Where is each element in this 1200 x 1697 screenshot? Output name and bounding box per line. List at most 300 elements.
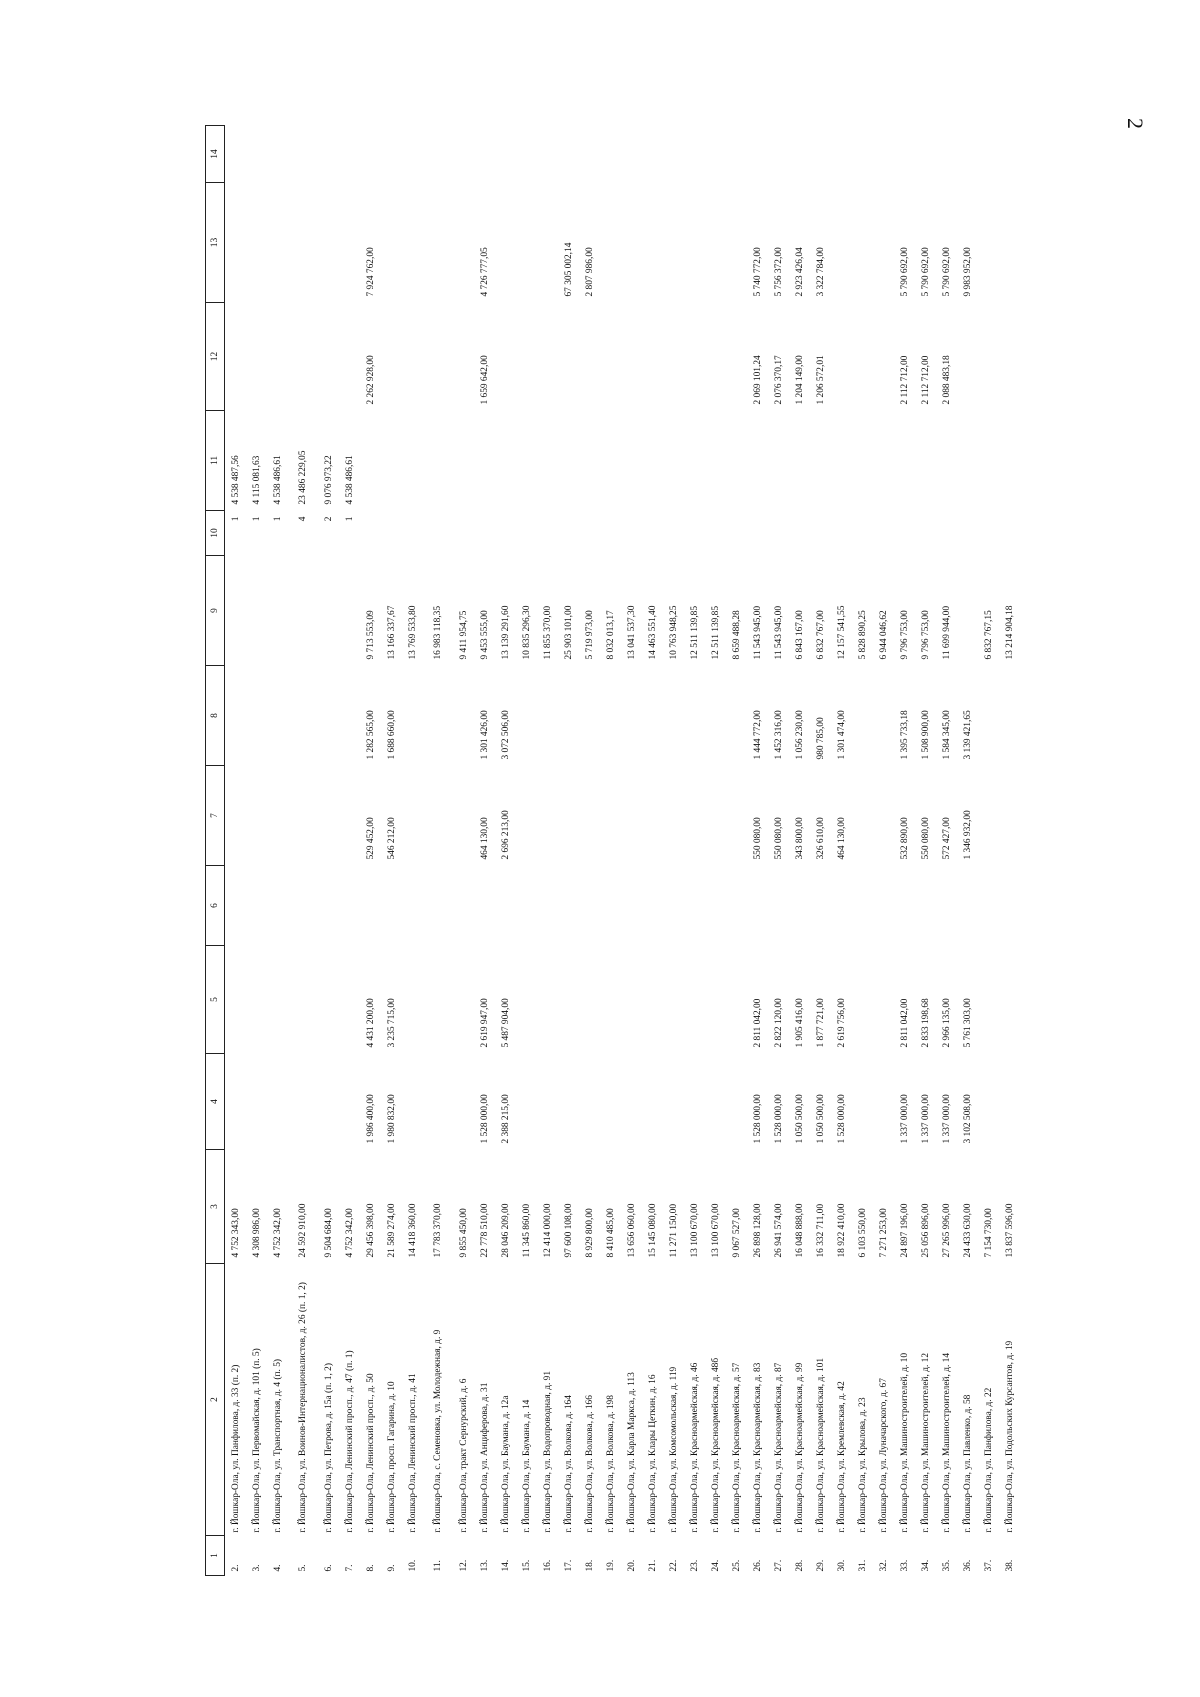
- value-cell: [873, 766, 894, 866]
- value-cell: 529 452,00: [365, 817, 376, 860]
- value-cell: [915, 511, 936, 556]
- value-cell: [288, 666, 318, 766]
- address-cell: г. Йошкар-Ола, ул. Машиностроителей, д. 10: [899, 1352, 910, 1533]
- address-cell: г. Йошкар-Ола, ул. Кремлевская, д. 42: [836, 1381, 847, 1533]
- address-cell: г. Йошкар-Ола, ул. Волкова, д. 164: [563, 1395, 574, 1533]
- value-cell: [621, 666, 642, 766]
- value-cell: [726, 946, 747, 1054]
- value-cell: [642, 1054, 663, 1150]
- value-cell: [537, 303, 558, 411]
- value-cell: [831, 126, 852, 183]
- row-number: 12.: [458, 1559, 469, 1572]
- value-cell: [600, 1054, 621, 1150]
- value-cell: 10 835 296,30: [521, 605, 532, 660]
- value-cell: [339, 666, 360, 766]
- value-cell: [768, 126, 789, 183]
- row-number: 4.: [272, 1564, 283, 1572]
- value-cell: [288, 866, 318, 946]
- table-row: [402, 126, 423, 1576]
- value-cell: [642, 511, 663, 556]
- value-cell: [852, 666, 873, 766]
- value-cell: [894, 511, 915, 556]
- value-cell: 532 890,00: [899, 817, 910, 860]
- column-header: 11: [206, 411, 225, 511]
- value-cell: [810, 511, 831, 556]
- value-cell: [402, 946, 423, 1054]
- value-cell: [381, 126, 402, 183]
- value-cell: 8 410 485,00: [605, 1208, 616, 1258]
- address-cell: г. Йошкар-Ола, ул. Комсомольская, д. 119: [668, 1366, 679, 1533]
- value-cell: 11 543 945,00: [773, 605, 784, 660]
- value-cell: 464 130,00: [479, 817, 490, 860]
- value-cell: 1 877 721,00: [815, 998, 826, 1048]
- table-row: [267, 126, 288, 1576]
- value-cell: [873, 411, 894, 511]
- table-row: [423, 126, 453, 1576]
- value-cell: 13 100 670,00: [710, 1203, 721, 1258]
- value-cell: [789, 866, 810, 946]
- value-cell: [225, 556, 247, 666]
- value-cell: 5 790 692,00: [899, 247, 910, 297]
- value-cell: 12 157 541,55: [836, 605, 847, 660]
- value-cell: 6 103 550,00: [857, 1208, 868, 1258]
- value-cell: [558, 411, 579, 511]
- value-cell: [873, 511, 894, 556]
- value-cell: 5 790 692,00: [920, 247, 931, 297]
- table-row: [726, 126, 747, 1576]
- value-cell: 13 656 060,00: [626, 1203, 637, 1258]
- value-cell: 1 301 474,00: [836, 710, 847, 760]
- value-cell: [423, 411, 453, 511]
- address-cell: г. Йошкар-Ола, ул. Луначарского, д. 67: [878, 1378, 889, 1533]
- value-cell: 2 069 101,24: [752, 355, 763, 405]
- address-cell: г. Йошкар-Ола, ул. Красноармейская, д. 57: [731, 1362, 742, 1533]
- address-cell: г. Йошкар-Ола, Ленинский просп., д. 50: [365, 1373, 376, 1533]
- value-cell: [339, 303, 360, 411]
- value-cell: [747, 126, 768, 183]
- value-cell: [246, 946, 267, 1054]
- table-row: [747, 126, 768, 1576]
- value-cell: 13 041 537,30: [626, 605, 637, 660]
- value-cell: [663, 766, 684, 866]
- row-number: 7.: [344, 1564, 355, 1572]
- value-cell: [225, 946, 247, 1054]
- value-cell: 3 102 508,00: [962, 1094, 973, 1144]
- value-cell: [810, 866, 831, 946]
- value-cell: [225, 866, 247, 946]
- value-cell: [225, 183, 247, 303]
- value-cell: [663, 1054, 684, 1150]
- value-cell: 11 271 150,00: [668, 1203, 679, 1258]
- value-cell: [453, 666, 474, 766]
- value-cell: 4: [298, 516, 308, 522]
- row-number: 27.: [773, 1559, 784, 1572]
- address-cell: г. Йошкар-Ола, ул. Баумана, д. 12а: [500, 1395, 511, 1533]
- table-row: [999, 126, 1020, 1576]
- value-cell: 25 903 101,00: [563, 605, 574, 660]
- value-cell: [453, 411, 474, 511]
- value-cell: [852, 1054, 873, 1150]
- value-cell: [453, 126, 474, 183]
- value-cell: [558, 303, 579, 411]
- value-cell: [621, 1054, 642, 1150]
- value-cell: [663, 866, 684, 946]
- value-cell: [516, 1054, 537, 1150]
- value-cell: 4 115 081,63: [251, 455, 262, 505]
- address-cell: г. Йошкар-Ола, Ленинский просп., д. 41: [407, 1373, 418, 1533]
- value-cell: [537, 766, 558, 866]
- value-cell: 13 139 291,60: [500, 605, 511, 660]
- value-cell: [894, 866, 915, 946]
- value-cell: [684, 303, 705, 411]
- value-cell: [663, 183, 684, 303]
- value-cell: [999, 766, 1020, 866]
- address-cell: г. Йошкар-Ола, ул. Панфилова, д. 33 (п. 2): [230, 1364, 241, 1533]
- value-cell: [642, 946, 663, 1054]
- row-number: 10.: [407, 1559, 418, 1572]
- address-cell: г. Йошкар-Ола, ул. Анциферова, д. 31: [479, 1382, 490, 1533]
- value-cell: [600, 411, 621, 511]
- value-cell: [267, 666, 288, 766]
- address-cell: г. Йошкар-Ола, ул. Красноармейская, д. 48б: [710, 1357, 721, 1533]
- value-cell: 5 756 372,00: [773, 247, 784, 297]
- address-cell: г. Йошкар-Ола, ул. Машиностроителей, д. 14: [941, 1352, 952, 1533]
- value-cell: 6 832 767,00: [815, 610, 826, 660]
- value-cell: 4 726 777,05: [479, 247, 490, 297]
- value-cell: 16 332 711,00: [815, 1203, 826, 1258]
- row-number: 18.: [584, 1559, 595, 1572]
- address-cell: г. Йошкар-Ола, ул. Воинов-Интернационалистов, д. 26 (п. 1, 2): [298, 1282, 308, 1533]
- value-cell: [726, 411, 747, 511]
- value-cell: [453, 946, 474, 1054]
- value-cell: [684, 511, 705, 556]
- value-cell: [684, 126, 705, 183]
- row-number: 9.: [386, 1564, 397, 1572]
- address-cell: г. Йошкар-Ола, ул. Петрова, д. 15а (п. 1, 2): [323, 1363, 334, 1533]
- value-cell: 6 832 767,15: [983, 610, 994, 660]
- value-cell: [768, 411, 789, 511]
- value-cell: [537, 946, 558, 1054]
- column-header: 2: [206, 1264, 225, 1536]
- value-cell: [474, 866, 495, 946]
- value-cell: [339, 126, 360, 183]
- row-number: 31.: [857, 1559, 868, 1572]
- value-cell: [402, 766, 423, 866]
- table-row: [810, 126, 831, 1576]
- column-header: 10: [206, 511, 225, 556]
- table-row: [600, 126, 621, 1576]
- value-cell: [225, 1054, 247, 1150]
- value-cell: 1 282 565,00: [365, 710, 376, 760]
- value-cell: [978, 303, 999, 411]
- value-cell: 2 088 483,18: [941, 355, 952, 405]
- value-cell: 1 528 000,00: [479, 1094, 490, 1144]
- value-cell: [474, 411, 495, 511]
- value-cell: [318, 946, 339, 1054]
- address-cell: г. Йошкар-Ола, просп. Гагарина, д. 10: [386, 1381, 397, 1533]
- value-cell: [339, 766, 360, 866]
- value-cell: 2 388 215,00: [500, 1094, 511, 1144]
- table-row: [495, 126, 516, 1576]
- value-cell: [318, 303, 339, 411]
- table-row: [558, 126, 579, 1576]
- value-cell: [267, 303, 288, 411]
- value-cell: 1: [344, 516, 355, 522]
- value-cell: [423, 866, 453, 946]
- value-cell: 1 452 316,00: [773, 710, 784, 760]
- value-cell: 3 322 784,00: [815, 247, 826, 297]
- table-row: [516, 126, 537, 1576]
- value-cell: 9 983 952,00: [962, 247, 973, 297]
- value-cell: 4 538 487,56: [230, 455, 241, 505]
- value-cell: 18 922 410,00: [836, 1203, 847, 1258]
- value-cell: [402, 303, 423, 411]
- value-cell: [516, 303, 537, 411]
- value-cell: 4 752 342,00: [272, 1208, 283, 1258]
- value-cell: 9 504 684,00: [323, 1208, 334, 1258]
- row-number: 32.: [878, 1559, 889, 1572]
- value-cell: [402, 1054, 423, 1150]
- value-cell: 1 444 772,00: [752, 710, 763, 760]
- value-cell: [957, 303, 978, 411]
- value-cell: [957, 511, 978, 556]
- value-cell: [246, 766, 267, 866]
- value-cell: [579, 1054, 600, 1150]
- value-cell: [684, 183, 705, 303]
- value-cell: [537, 411, 558, 511]
- value-cell: [936, 126, 957, 183]
- value-cell: 13 837 596,00: [1004, 1203, 1015, 1258]
- value-cell: 1 688 660,00: [386, 710, 397, 760]
- value-cell: [936, 411, 957, 511]
- value-cell: [360, 511, 381, 556]
- value-cell: [474, 126, 495, 183]
- value-cell: [705, 411, 726, 511]
- address-cell: г. Йошкар-Ола, тракт Сернурский, д. 6: [458, 1378, 469, 1533]
- value-cell: 5 740 772,00: [752, 247, 763, 297]
- value-cell: 5 487 904,00: [500, 998, 511, 1048]
- table-row: [831, 126, 852, 1576]
- value-cell: 23 486 229,05: [298, 450, 308, 505]
- value-cell: [318, 766, 339, 866]
- value-cell: [663, 411, 684, 511]
- value-cell: [423, 946, 453, 1054]
- value-cell: [579, 511, 600, 556]
- value-cell: [642, 183, 663, 303]
- column-header: 7: [206, 766, 225, 866]
- value-cell: [558, 946, 579, 1054]
- value-cell: [225, 666, 247, 766]
- value-cell: [558, 1054, 579, 1150]
- value-cell: 3 235 715,00: [386, 998, 397, 1048]
- value-cell: 1 508 900,00: [920, 710, 931, 760]
- value-cell: [339, 183, 360, 303]
- value-cell: [495, 511, 516, 556]
- value-cell: 15 145 080,00: [647, 1203, 658, 1258]
- value-cell: [831, 866, 852, 946]
- value-cell: [852, 126, 873, 183]
- value-cell: [747, 511, 768, 556]
- value-cell: [246, 1054, 267, 1150]
- row-number: 33.: [899, 1559, 910, 1572]
- value-cell: 1 204 149,00: [794, 355, 805, 405]
- value-cell: [600, 126, 621, 183]
- value-cell: [957, 411, 978, 511]
- value-cell: 7 924 762,00: [365, 247, 376, 297]
- value-cell: [705, 183, 726, 303]
- row-number: 21.: [647, 1559, 658, 1572]
- address-cell: г. Йошкар-Ола, ул. Волкова, д. 166: [584, 1395, 595, 1533]
- value-cell: [423, 303, 453, 411]
- value-cell: 550 080,00: [752, 817, 763, 860]
- value-cell: 8 032 013,17: [605, 610, 616, 660]
- table-row: [621, 126, 642, 1576]
- table-row: [684, 126, 705, 1576]
- value-cell: 11 345 860,00: [521, 1203, 532, 1258]
- value-cell: 67 305 002,14: [563, 242, 574, 297]
- row-number: 6.: [323, 1564, 334, 1572]
- value-cell: [288, 946, 318, 1054]
- value-cell: [852, 866, 873, 946]
- value-cell: [267, 866, 288, 946]
- value-cell: [873, 1054, 894, 1150]
- value-cell: [318, 126, 339, 183]
- address-cell: г. Йошкар-Ола, ул. Красноармейская, д. 83: [752, 1362, 763, 1533]
- value-cell: 2 262 928,00: [365, 355, 376, 405]
- value-cell: [663, 511, 684, 556]
- value-cell: 1 056 230,00: [794, 710, 805, 760]
- address-cell: г. Йошкар-Ола, ул. Транспортная, д. 4 (п. 5): [272, 1358, 283, 1533]
- rotated-sheet: [205, 126, 1015, 1576]
- value-cell: [267, 183, 288, 303]
- value-cell: [600, 183, 621, 303]
- value-cell: [642, 126, 663, 183]
- value-cell: [537, 126, 558, 183]
- value-cell: 550 080,00: [920, 817, 931, 860]
- value-cell: [600, 766, 621, 866]
- row-number: 35.: [941, 1559, 952, 1572]
- value-cell: 6 944 046,62: [878, 610, 889, 660]
- row-number: 3.: [251, 1564, 262, 1572]
- value-cell: [453, 1054, 474, 1150]
- value-cell: [621, 411, 642, 511]
- value-cell: [915, 126, 936, 183]
- header-row: [206, 126, 225, 1576]
- value-cell: [642, 866, 663, 946]
- value-cell: 28 046 209,00: [500, 1203, 511, 1258]
- value-cell: [999, 866, 1020, 946]
- data-table: [205, 125, 1020, 1576]
- value-cell: 9 796 753,00: [899, 610, 910, 660]
- value-cell: [423, 1054, 453, 1150]
- row-number: 34.: [920, 1559, 931, 1572]
- value-cell: 1 395 733,18: [899, 710, 910, 760]
- value-cell: [495, 303, 516, 411]
- value-cell: [915, 411, 936, 511]
- value-cell: [246, 556, 267, 666]
- value-cell: [516, 866, 537, 946]
- address-cell: г. Йошкар-Ола, ул. Крылова, д. 23: [857, 1397, 868, 1533]
- column-header: 4: [206, 1054, 225, 1150]
- value-cell: [873, 183, 894, 303]
- column-header: 6: [206, 866, 225, 946]
- table-row: [288, 126, 318, 1576]
- value-cell: [537, 183, 558, 303]
- value-cell: 2 833 198,68: [920, 998, 931, 1048]
- value-cell: [318, 556, 339, 666]
- value-cell: [318, 666, 339, 766]
- table-row: [246, 126, 267, 1576]
- value-cell: [318, 1054, 339, 1150]
- value-cell: [558, 766, 579, 866]
- value-cell: [453, 866, 474, 946]
- value-cell: [684, 866, 705, 946]
- table-row: [339, 126, 360, 1576]
- value-cell: [495, 411, 516, 511]
- value-cell: [453, 183, 474, 303]
- value-cell: 9 453 555,00: [479, 610, 490, 660]
- address-cell: г. Йошкар-Ола, ул. Первомайская, д. 101 (п. 5): [251, 1348, 262, 1533]
- value-cell: [423, 126, 453, 183]
- address-cell: г. Йошкар-Ола, ул. Баумана, д. 14: [521, 1399, 532, 1533]
- value-cell: [288, 556, 318, 666]
- value-cell: 9 713 553,09: [365, 610, 376, 660]
- value-cell: 6 843 167,00: [794, 610, 805, 660]
- value-cell: [705, 126, 726, 183]
- value-cell: [516, 766, 537, 866]
- value-cell: [318, 866, 339, 946]
- value-cell: 97 600 108,00: [563, 1203, 574, 1258]
- value-cell: 1 986 400,00: [365, 1094, 376, 1144]
- value-cell: 2 619 756,00: [836, 998, 847, 1048]
- value-cell: 1 584 345,00: [941, 710, 952, 760]
- value-cell: 4 752 342,00: [344, 1208, 355, 1258]
- row-number: 29.: [815, 1559, 826, 1572]
- value-cell: [642, 303, 663, 411]
- value-cell: [537, 1054, 558, 1150]
- value-cell: [288, 1054, 318, 1150]
- value-cell: [381, 511, 402, 556]
- value-cell: [267, 556, 288, 666]
- value-cell: [516, 511, 537, 556]
- value-cell: [999, 126, 1020, 183]
- value-cell: 14 418 360,00: [407, 1203, 418, 1258]
- value-cell: 11 543 945,00: [752, 605, 763, 660]
- value-cell: [705, 303, 726, 411]
- value-cell: [684, 766, 705, 866]
- table-row: [579, 126, 600, 1576]
- value-cell: [402, 511, 423, 556]
- address-cell: г. Йошкар-Ола, с. Семеновка, ул. Молодежная, д. 9: [433, 1329, 443, 1533]
- value-cell: [267, 126, 288, 183]
- column-header: 13: [206, 183, 225, 303]
- value-cell: 8 659 488,28: [731, 610, 742, 660]
- value-cell: 980 785,00: [815, 717, 826, 760]
- column-header: 8: [206, 666, 225, 766]
- value-cell: [558, 511, 579, 556]
- value-cell: [726, 766, 747, 866]
- value-cell: 550 080,00: [773, 817, 784, 860]
- value-cell: 1 337 000,00: [920, 1094, 931, 1144]
- value-cell: [495, 866, 516, 946]
- address-cell: г. Йошкар-Ола, ул. Красноармейская, д. 87: [773, 1362, 784, 1533]
- value-cell: [246, 183, 267, 303]
- value-cell: [246, 666, 267, 766]
- row-number: 30.: [836, 1559, 847, 1572]
- value-cell: [873, 866, 894, 946]
- table-row: [705, 126, 726, 1576]
- value-cell: [747, 866, 768, 946]
